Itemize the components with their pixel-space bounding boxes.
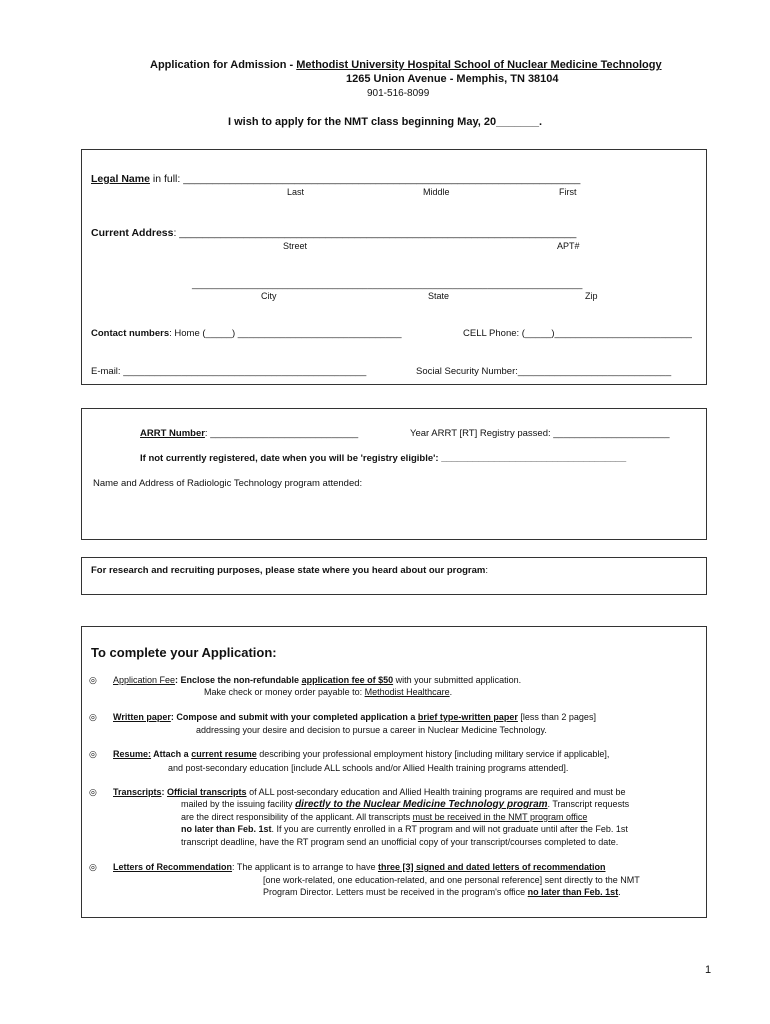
arrt-number-line: : ____________________________ <box>204 428 359 439</box>
ssn-field[interactable]: Social Security Number:_____________________________ <box>416 366 672 377</box>
school-name: Methodist University Hospital School of Nuclear Medicine Technology <box>296 59 662 71</box>
paper-line-1 <box>113 712 596 722</box>
current-address-row[interactable] <box>91 227 576 239</box>
fee-line-2 <box>204 687 452 697</box>
transcripts-direct: directly to the Nuclear Medicine Technology program <box>295 799 548 810</box>
resume-text-2: describing your professional employment history [including military service if applicable], <box>256 749 610 759</box>
fee-amount: application fee of $50 <box>301 675 394 685</box>
fee-label: Application Fee <box>113 675 176 685</box>
current-address-label: Current Address <box>91 227 174 239</box>
title-prefix: Application for Admission - <box>150 59 297 71</box>
transcripts-deadline: no later than Feb. 1st <box>181 824 272 834</box>
letters-label: Letters of Recommendation <box>113 862 233 872</box>
legal-name-line: in full: ____________________________________________________________________ <box>149 173 581 185</box>
fee-line-1 <box>113 675 521 685</box>
letters-text-1: : The applicant is to arrange to have <box>232 862 378 872</box>
bullet-icon: ◎ <box>89 862 97 872</box>
transcripts-text-3a: are the direct responsibility of the applicant. All transcripts <box>181 812 413 822</box>
arrt-number-label: ARRT Number <box>140 428 205 439</box>
paper-requirement: brief type-written paper <box>417 712 518 722</box>
fee-payee: Methodist Healthcare <box>364 687 450 697</box>
home-phone-line: : Home (_____) _______________________________ <box>169 328 402 339</box>
transcripts-text-2c: . Transcript requests <box>547 799 630 809</box>
letters-deadline: no later than Feb. 1st <box>527 887 619 897</box>
year-passed-field[interactable]: Year ARRT [RT] Registry passed: ______________________ <box>410 428 670 439</box>
bullet-icon: ◎ <box>89 712 97 722</box>
name-part-middle: Middle <box>423 187 450 197</box>
state-label: State <box>428 291 450 301</box>
email-field[interactable]: E-mail: ______________________________________________ <box>91 366 367 377</box>
fee-period: . <box>449 687 453 697</box>
transcripts-line-3 <box>181 812 587 822</box>
transcripts-line-2 <box>181 799 629 810</box>
letters-text-3a: Program Director. Letters must be received in the program's office <box>263 887 528 897</box>
school-address: 1265 Union Avenue - Memphis, TN 38104 <box>346 73 559 85</box>
transcripts-colon: : <box>161 787 168 797</box>
paper-text-1: : Compose and submit with your completed application a <box>170 712 418 722</box>
cell-phone-field[interactable]: CELL Phone: (_____)__________________________ <box>463 328 692 339</box>
paper-label: Written paper <box>113 712 171 722</box>
legal-name-label: Legal Name <box>91 173 150 185</box>
transcripts-line-1 <box>113 787 625 797</box>
legal-name-row[interactable] <box>91 173 580 185</box>
rt-program-field[interactable]: Name and Address of Radiologic Technology program attended: <box>93 478 363 489</box>
resume-line-1 <box>113 749 609 759</box>
letters-line-3 <box>263 887 621 897</box>
letters-line-1 <box>113 862 606 872</box>
resume-line-2: and post-secondary education [include ALL schools and/or Allied Health training programs attended]. <box>168 763 569 773</box>
address-street-label: Street <box>283 241 308 251</box>
resume-text-1: Attach a <box>151 749 192 759</box>
letters-line-2: [one work-related, one education-related, and one personal reference] sent directly to the NMT <box>263 875 640 885</box>
intent-statement: I wish to apply for the NMT class beginning May, 20_______. <box>228 116 542 128</box>
research-prompt-text: For research and recruiting purposes, please state where you heard about our program <box>91 565 486 576</box>
address-apt-label: APT# <box>557 241 580 251</box>
school-phone: 901-516-8099 <box>367 88 430 99</box>
fee-text-2: with your submitted application. <box>393 675 522 685</box>
bullet-icon: ◎ <box>89 787 97 797</box>
bullet-icon: ◎ <box>89 749 97 759</box>
letters-requirement: three [3] signed and dated letters of recommendation <box>377 862 606 872</box>
resume-label: Resume: <box>113 749 152 759</box>
resume-requirement: current resume <box>191 749 257 759</box>
transcripts-text-4b: . If you are currently enrolled in a RT program and will not graduate until after the Feb. 1st <box>271 824 628 834</box>
zip-label: Zip <box>585 291 598 301</box>
city-state-zip-line[interactable]: ______________________________________________________________________________ <box>192 279 583 289</box>
paper-text-2: [less than 2 pages] <box>517 712 596 722</box>
transcripts-label: Transcripts <box>113 787 162 797</box>
research-box <box>81 557 707 595</box>
page-number: 1 <box>705 964 712 976</box>
research-prompt[interactable] <box>91 565 488 576</box>
transcripts-received: must be received in the NMT program office <box>412 812 588 822</box>
contact-home-row[interactable] <box>91 328 402 339</box>
transcripts-line-4 <box>181 824 628 834</box>
name-part-first: First <box>559 187 577 197</box>
name-part-last: Last <box>287 187 305 197</box>
transcripts-text-1: of ALL post-secondary education and Allied Health training programs are required and must be <box>246 787 626 797</box>
transcripts-line-5: transcript deadline, have the RT program send an unofficial copy of your transcript/courses completed to date. <box>181 837 619 847</box>
instructions-title: To complete your Application: <box>91 645 277 660</box>
fee-payee-prefix: Make check or money order payable to: <box>204 687 365 697</box>
arrt-number-row[interactable] <box>140 428 358 439</box>
research-colon: : <box>485 565 488 576</box>
bullet-icon: ◎ <box>89 675 97 685</box>
contact-numbers-label: Contact numbers <box>91 328 170 339</box>
transcripts-requirement: Official transcripts <box>167 787 247 797</box>
paper-line-2: addressing your desire and decision to pursue a career in Nuclear Medicine Technology. <box>196 725 547 735</box>
city-label: City <box>261 291 277 301</box>
current-address-line: : ____________________________________________________________________ <box>173 227 577 239</box>
fee-text-1: : Enclose the non-refundable <box>175 675 302 685</box>
page-title <box>150 59 662 71</box>
letters-period: . <box>618 887 621 897</box>
registry-eligible-field[interactable]: If not currently registered, date when you will be 'registry eligible': ___________________________________ <box>140 453 627 464</box>
transcripts-text-2a: mailed by the issuing facility <box>181 799 296 809</box>
